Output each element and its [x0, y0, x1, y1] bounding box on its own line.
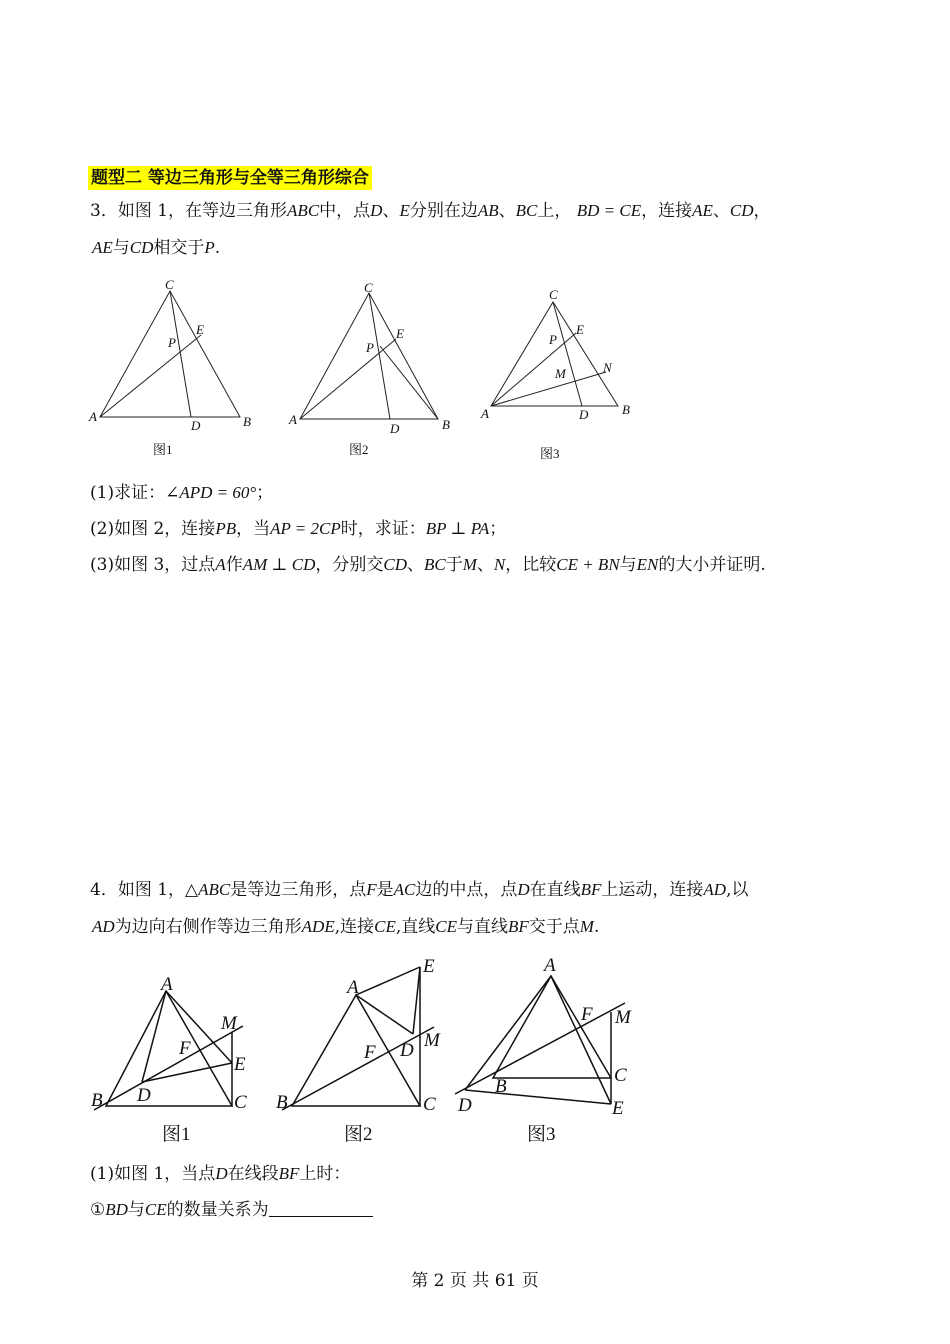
label-M: M	[221, 1013, 237, 1034]
q3-sub3: (3)如图 3，过点A作AM ⊥ CD，分别交CD、BC于M、N，比较CE + BN与EN的大小并证明.	[90, 555, 766, 575]
label-C: C	[234, 1092, 247, 1113]
q4-line1: 4．如图 1，△ABC是等边三角形，点F是AC边的中点，点D在直线BF上运动，连接AD,以	[90, 880, 749, 900]
label-E: E	[423, 956, 435, 977]
q4-figure-1	[88, 958, 268, 1152]
q3-figure-2	[286, 276, 461, 470]
label-B: B	[495, 1076, 507, 1097]
q4-line2: AD为边向右侧作等边三角形ADE,连接CE,直线CE与直线BF交于点M.	[92, 917, 600, 937]
q3-sub1: (1)求证：∠APD = 60°；	[90, 483, 274, 503]
label-D: D	[137, 1085, 151, 1106]
q3-line2: AE与CD相交于P.	[92, 238, 221, 258]
label-M: M	[615, 1007, 631, 1028]
label-M: M	[424, 1030, 440, 1051]
label-D: D	[579, 407, 589, 422]
label-M: M	[555, 366, 566, 381]
label-C: C	[364, 280, 373, 295]
q3-figure-3	[478, 284, 643, 473]
answer-blank[interactable]	[269, 1200, 373, 1217]
label-P: P	[366, 340, 374, 355]
label-B: B	[622, 402, 630, 417]
label-A: A	[347, 977, 359, 998]
label-C: C	[423, 1094, 436, 1115]
q4-sub1-1: ①BD与CE的数量关系为	[90, 1199, 373, 1221]
caption-fig3: 图3	[527, 1124, 556, 1145]
label-F: F	[179, 1038, 191, 1059]
label-D: D	[400, 1040, 414, 1061]
page-footer: 第 2 页 共 61 页	[411, 1271, 539, 1291]
q4-figure-2	[274, 952, 459, 1152]
section-heading: 题型二 等边三角形与全等三角形综合	[88, 166, 372, 190]
label-F: F	[364, 1042, 376, 1063]
label-D: D	[191, 418, 201, 433]
label-A: A	[161, 974, 173, 995]
label-C: C	[549, 287, 558, 302]
label-B: B	[276, 1092, 288, 1113]
caption-fig1: 图1	[162, 1124, 191, 1145]
label-B: B	[243, 414, 251, 429]
label-E: E	[396, 326, 404, 341]
label-A: A	[89, 409, 97, 424]
label-P: P	[168, 335, 176, 350]
label-N: N	[603, 360, 612, 375]
label-E: E	[576, 322, 584, 337]
caption-fig1: 图1	[153, 442, 173, 457]
label-E: E	[612, 1098, 624, 1119]
label-A: A	[544, 955, 556, 976]
label-C: C	[165, 277, 174, 292]
q4-figure-3	[455, 952, 645, 1152]
caption-fig2: 图2	[349, 442, 369, 457]
label-D: D	[458, 1095, 472, 1116]
label-B: B	[91, 1090, 103, 1111]
q3-figure-1	[88, 276, 263, 470]
label-E: E	[234, 1054, 246, 1075]
label-F: F	[581, 1004, 593, 1025]
caption-fig3: 图3	[540, 446, 560, 461]
caption-fig2: 图2	[344, 1124, 373, 1145]
label-E: E	[196, 322, 204, 337]
q3-sub2: (2)如图 2，连接PB，当AP = 2CP时，求证：BP ⊥ PA；	[90, 519, 507, 539]
label-P: P	[549, 332, 557, 347]
q3-line1: 3．如图 1，在等边三角形ABC中，点D、E分别在边AB、BC上， BD = CE，连接AE、CD，	[90, 201, 771, 221]
label-D: D	[390, 421, 400, 436]
label-B: B	[442, 417, 450, 432]
q4-sub1: (1)如图 1，当点D在线段BF上时：	[90, 1164, 351, 1184]
label-A: A	[481, 406, 489, 421]
label-A: A	[289, 412, 297, 427]
label-C: C	[614, 1065, 627, 1086]
